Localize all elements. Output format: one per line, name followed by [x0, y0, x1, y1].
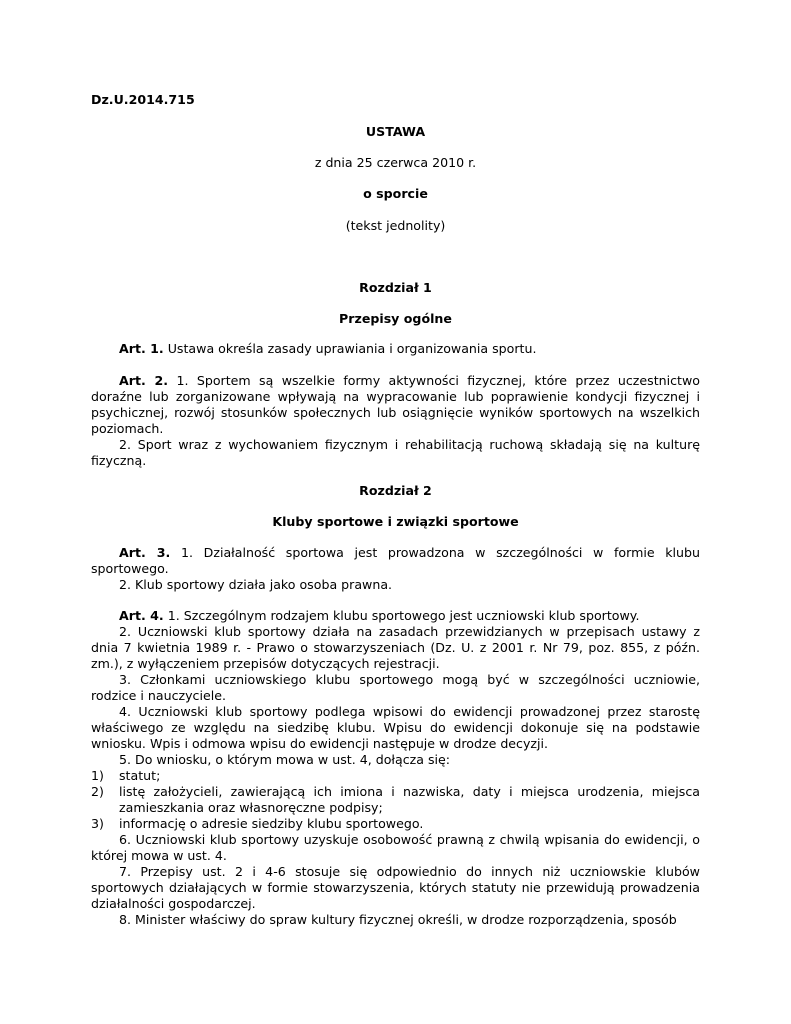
article-4-paragraph-5: 5. Do wniosku, o którym mowa w ust. 4, dołącza się: [119, 752, 451, 767]
article-2 [91, 373, 700, 469]
list-item [91, 768, 700, 784]
article-1 [91, 341, 700, 357]
chapter-2-title: Kluby sportowe i związki sportowe [272, 514, 519, 529]
article-4-paragraph-4: 4. Uczniowski klub sportowy podlega wpisowi do ewidencji prowadzonej przez starostę właściwego ze względu na siedzibę klubu. Wpisu do ewidencji dokonuje się na podstawie wniosku. Wpis i odmowa wpisu do ewidencji następuje w drodze decyzji. [91, 704, 700, 751]
article-1-text: Ustawa określa zasady uprawiania i organizowania sportu. [163, 341, 537, 356]
list-item-text: statut; [119, 768, 161, 783]
journal-reference: Dz.U.2014.715 [91, 92, 195, 107]
article-4-paragraph-1: 1. Szczególnym rodzajem klubu sportowego jest uczniowski klub sportowy. [163, 608, 640, 623]
list-item [91, 784, 700, 816]
chapter-1-title: Przepisy ogólne [339, 311, 452, 326]
list-item [91, 816, 700, 832]
article-2-label: Art. 2. [119, 373, 169, 388]
article-4-paragraph-2: 2. Uczniowski klub sportowy działa na zasadach przewidzianych w przepisach ustawy z dnia 7 kwietnia 1989 r. - Prawo o stowarzyszeniach (Dz. U. z 2001 r. Nr 79, poz. 855, z późn. zm.), z wyłączeniem przepisów dotyczących rejestracji. [91, 624, 700, 671]
list-item-number: 1) [91, 768, 104, 783]
chapter-2-number: Rozdział 2 [359, 483, 432, 498]
chapter-1-number: Rozdział 1 [359, 280, 432, 295]
article-4 [91, 608, 700, 928]
act-type-heading: USTAWA [365, 124, 426, 139]
article-2-paragraph-2: 2. Sport wraz z wychowaniem fizycznym i rehabilitacją ruchową składają się na kulturę fizyczną. [91, 437, 700, 468]
article-4-paragraph-3: 3. Członkami uczniowskiego klubu sportowego mogą być w szczególności uczniowie, rodzice i nauczyciele. [91, 672, 700, 703]
act-subject: o sporcie [363, 186, 428, 201]
consolidated-text-note: (tekst jednolity) [345, 218, 446, 233]
act-date: z dnia 25 czerwca 2010 r. [314, 155, 477, 170]
article-4-paragraph-7: 7. Przepisy ust. 2 i 4-6 stosuje się odpowiednio do innych niż uczniowskie klubów sportowych działających w formie stowarzyszenia, których statuty nie przewidują prowadzenia działalności gospodarczej. [91, 864, 700, 911]
article-2-paragraph-1: 1. Sportem są wszelkie formy aktywności fizycznej, które przez uczestnictwo doraźne lub zorganizowane wpływają na wypracowanie lub poprawienie kondycji fizycznej i psychicznej, rozwój stosunków społecznych lub osiągnięcie wyników sportowych na wszelkich poziomach. [91, 373, 700, 436]
list-item-number: 2) [91, 784, 104, 799]
article-4-paragraph-8: 8. Minister właściwy do spraw kultury fizycznej określi, w drodze rozporządzenia, sposób [119, 912, 677, 927]
article-3-paragraph-1: 1. Działalność sportowa jest prowadzona w szczególności w formie klubu sportowego. [91, 545, 701, 576]
article-3 [91, 545, 700, 593]
list-item-number: 3) [91, 816, 104, 831]
article-4-paragraph-6: 6. Uczniowski klub sportowy uzyskuje osobowość prawną z chwilą wpisania do ewidencji, o której mowa w ust. 4. [91, 832, 700, 863]
article-3-paragraph-2: 2. Klub sportowy działa jako osoba prawna. [119, 577, 393, 592]
article-3-label: Art. 3. [119, 545, 171, 560]
list-item-text: informację o adresie siedziby klubu sportowego. [119, 816, 424, 831]
article-1-label: Art. 1. [119, 341, 164, 356]
article-4-label: Art. 4. [119, 608, 164, 623]
list-item-text: listę założycieli, zawierającą ich imiona i nazwiska, daty i miejsca urodzenia, miejsca zamieszkania oraz własnoręczne podpisy; [119, 784, 700, 815]
